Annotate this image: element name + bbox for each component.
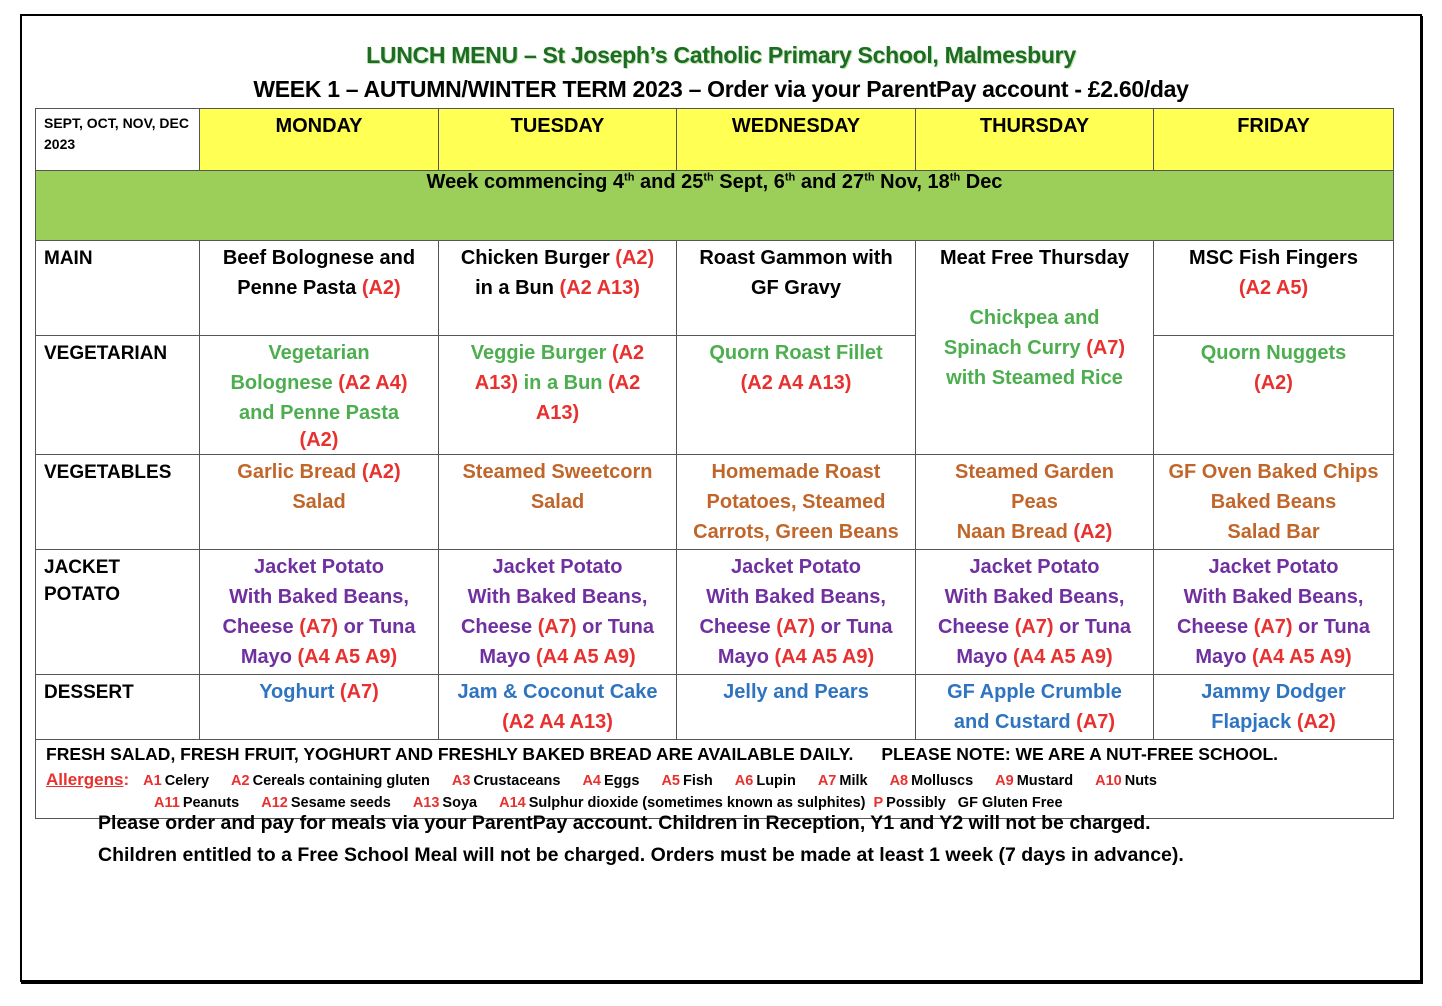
vegetables-thursday: Steamed Garden Peas Naan Bread (A2) <box>916 455 1154 550</box>
week-commencing-row <box>36 171 1394 241</box>
vegetables-tuesday: Steamed Sweetcorn Salad <box>439 455 677 550</box>
dessert-friday: Jammy Dodger Flapjack (A2) <box>1154 675 1394 740</box>
vegetarian-friday: Quorn Nuggets (A2) <box>1154 336 1394 455</box>
jacket-tuesday: Jacket Potato With Baked Beans, Cheese (A7) or Tuna Mayo (A4 A5 A9) <box>439 550 677 675</box>
lunch-menu-table <box>35 108 1394 819</box>
day-header-tuesday: TUESDAY <box>439 109 677 171</box>
main-tuesday: Chicken Burger (A2) in a Bun (A2 A13) <box>439 241 677 336</box>
main-wednesday: Roast Gammon with GF Gravy <box>677 241 916 336</box>
daily-availability-note: FRESH SALAD, FRESH FRUIT, YOGHURT AND FRESHLY BAKED BREAD ARE AVAILABLE DAILY. PLEASE NOTE: WE ARE A NUT-FREE SCHOOL. <box>46 744 1279 764</box>
dessert-monday: Yoghurt (A7) <box>200 675 439 740</box>
day-header-wednesday: WEDNESDAY <box>677 109 916 171</box>
main-monday: Beef Bolognese and Penne Pasta (A2) <box>200 241 439 336</box>
menu-subtitle: WEEK 1 – AUTUMN/WINTER TERM 2023 – Order via your ParentPay account - £2.60/day <box>253 76 1189 102</box>
free-meal-note: Children entitled to a Free School Meal will not be charged. Orders must be made at least 1 week (7 days in advance). <box>98 844 1184 866</box>
ordering-note: Please order and pay for meals via your ParentPay account. Children in Reception, Y1 and Y2 will not be charged. <box>98 812 1151 834</box>
week-commencing-text: Week commencing 4th and 25th Sept, 6th and 27th Nov, 18th Dec <box>36 171 1394 241</box>
info-row <box>36 740 1394 819</box>
row-label-dessert: DESSERT <box>36 675 200 740</box>
vegetables-friday: GF Oven Baked Chips Baked Beans Salad Bar <box>1154 455 1394 550</box>
row-label-vegetables: VEGETABLES <box>36 455 200 550</box>
jacket-monday: Jacket Potato With Baked Beans, Cheese (A7) or Tuna Mayo (A4 A5 A9) <box>200 550 439 675</box>
day-header-friday: FRIDAY <box>1154 109 1394 171</box>
jacket-thursday: Jacket Potato With Baked Beans, Cheese (A7) or Tuna Mayo (A4 A5 A9) <box>916 550 1154 675</box>
allergens-row-2: A11 Peanuts A12 Sesame seeds A13 Soya A14 Sulphur dioxide (sometimes known as sulphites) P Possibly GF Gluten Free <box>154 795 1063 811</box>
allergens-title: Allergens <box>46 770 124 789</box>
day-header-thursday: THURSDAY <box>916 109 1154 171</box>
dessert-tuesday: Jam & Coconut Cake (A2 A4 A13) <box>439 675 677 740</box>
dessert-row <box>36 675 1394 740</box>
vegetables-row <box>36 455 1394 550</box>
vegetarian-wednesday: Quorn Roast Fillet (A2 A4 A13) <box>677 336 916 455</box>
row-label-jacket-potato: JACKET POTATO <box>36 550 200 675</box>
vegetarian-row <box>36 336 1394 455</box>
main-thursday: Meat Free Thursday Chickpea and Spinach Curry (A7) with Steamed Rice <box>916 241 1154 455</box>
header-row <box>36 109 1394 171</box>
day-header-monday: MONDAY <box>200 109 439 171</box>
main-row <box>36 241 1394 336</box>
dessert-wednesday: Jelly and Pears <box>677 675 916 740</box>
row-label-vegetarian: VEGETARIAN <box>36 336 200 455</box>
jacket-wednesday: Jacket Potato With Baked Beans, Cheese (A7) or Tuna Mayo (A4 A5 A9) <box>677 550 916 675</box>
vegetables-wednesday: Homemade Roast Potatoes, Steamed Carrots, Green Beans <box>677 455 916 550</box>
menu-title: LUNCH MENU – St Joseph’s Catholic Primary School, Malmesbury <box>366 42 1076 68</box>
jacket-potato-row <box>36 550 1394 675</box>
vegetarian-tuesday: Veggie Burger (A2 A13) in a Bun (A2 A13) <box>439 336 677 455</box>
vegetables-monday: Garlic Bread (A2) Salad <box>200 455 439 550</box>
main-friday: MSC Fish Fingers (A2 A5) <box>1154 241 1394 336</box>
info-cell <box>36 740 1394 819</box>
nut-free-note: PLEASE NOTE: WE ARE A NUT-FREE SCHOOL. <box>881 744 1279 764</box>
allergens-row-1: Allergens: A1 Celery A2 Cereals containing gluten A3 Crustaceans A4 Eggs A5 Fish A6 Lupin A7 Milk A8 Molluscs A9 Mustard A10 Nuts <box>46 770 1157 789</box>
dessert-thursday: GF Apple Crumble and Custard (A7) <box>916 675 1154 740</box>
vegetarian-monday: Vegetarian Bolognese (A2 A4) and Penne Pasta (A2) <box>200 336 439 455</box>
term-label: SEPT, OCT, NOV, DEC 2023 <box>36 109 200 171</box>
jacket-friday: Jacket Potato With Baked Beans, Cheese (A7) or Tuna Mayo (A4 A5 A9) <box>1154 550 1394 675</box>
row-label-main: MAIN <box>36 241 200 336</box>
